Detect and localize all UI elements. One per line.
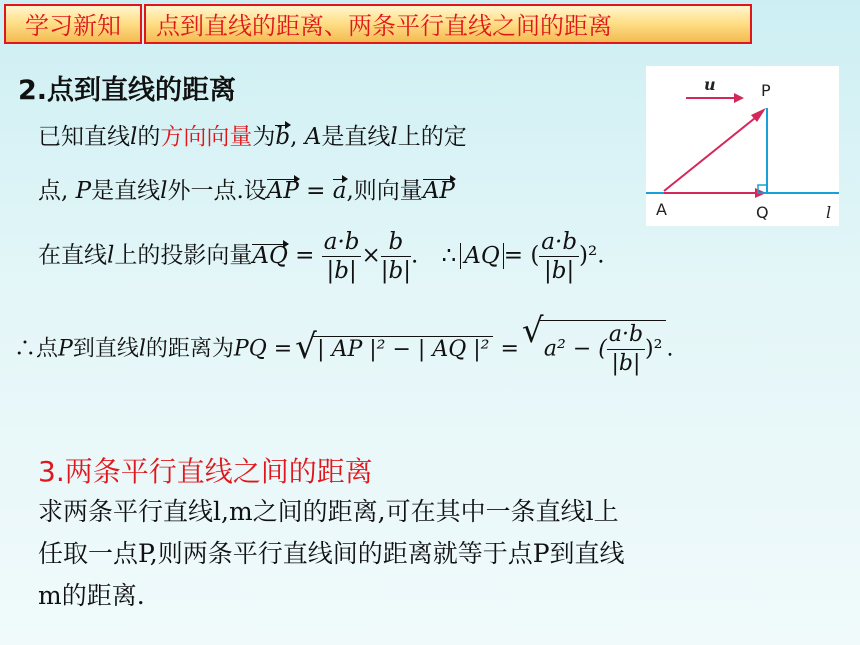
section3-line-1: 求两条平行直线l,m之间的距离,可在其中一条直线l上 bbox=[38, 497, 619, 526]
fraction-b-over-b: $\frac{b}{|b|}$ bbox=[380, 229, 411, 284]
label-l: l bbox=[826, 203, 832, 222]
section3-line-3: m的距离. bbox=[38, 581, 145, 610]
vector-diagram bbox=[646, 66, 839, 226]
projection-formula: 在直线l上的投影向量AQ = $\frac{a\cdot b}{|b|}$ × $\frac{b}{|b|}$ . ∴ AQ = ( $\frac{a\cdot b}{|b|}$ )². bbox=[38, 229, 605, 284]
section3-title: 3.两条平行直线之间的距离 bbox=[38, 455, 373, 488]
sqrt-expression-1: √ | AP |² − | AQ |² bbox=[313, 336, 493, 362]
distance-formula: ∴点P到直线l的距离为PQ = √ | AP |² − | AQ |² = √ a² − ( $\frac{a\cdot b}{|b|}$ )² . bbox=[14, 320, 673, 378]
sqrt-expression-2: √ a² − ( $\frac{a\cdot b}{|b|}$ )² bbox=[540, 320, 667, 378]
header-tag: 学习新知 bbox=[4, 4, 142, 44]
label-p: P bbox=[761, 81, 771, 100]
text-line-2: 点, P是直线l外一点.设AP = a,则向量AP bbox=[38, 178, 455, 204]
direction-vector-term: 方向向量 bbox=[160, 124, 253, 150]
fraction-ab-over-b-2: $\frac{a\cdot b}{|b|}$ bbox=[541, 229, 578, 284]
section-heading: 2.点到直线的距离 bbox=[18, 75, 237, 106]
header-title: 点到直线的距离、两条平行直线之间的距离 bbox=[144, 4, 752, 44]
section3-line-2: 任取一点P,则两条平行直线间的距离就等于点P到直线 bbox=[38, 539, 625, 568]
label-q: Q bbox=[756, 203, 769, 222]
fraction-ab-over-b: $\frac{a\cdot b}{|b|}$ bbox=[323, 229, 360, 284]
text-line-1: 已知直线l的方向向量为b, A是直线l上的定 bbox=[38, 124, 467, 150]
label-u: u bbox=[704, 75, 716, 94]
label-a: A bbox=[656, 200, 667, 219]
